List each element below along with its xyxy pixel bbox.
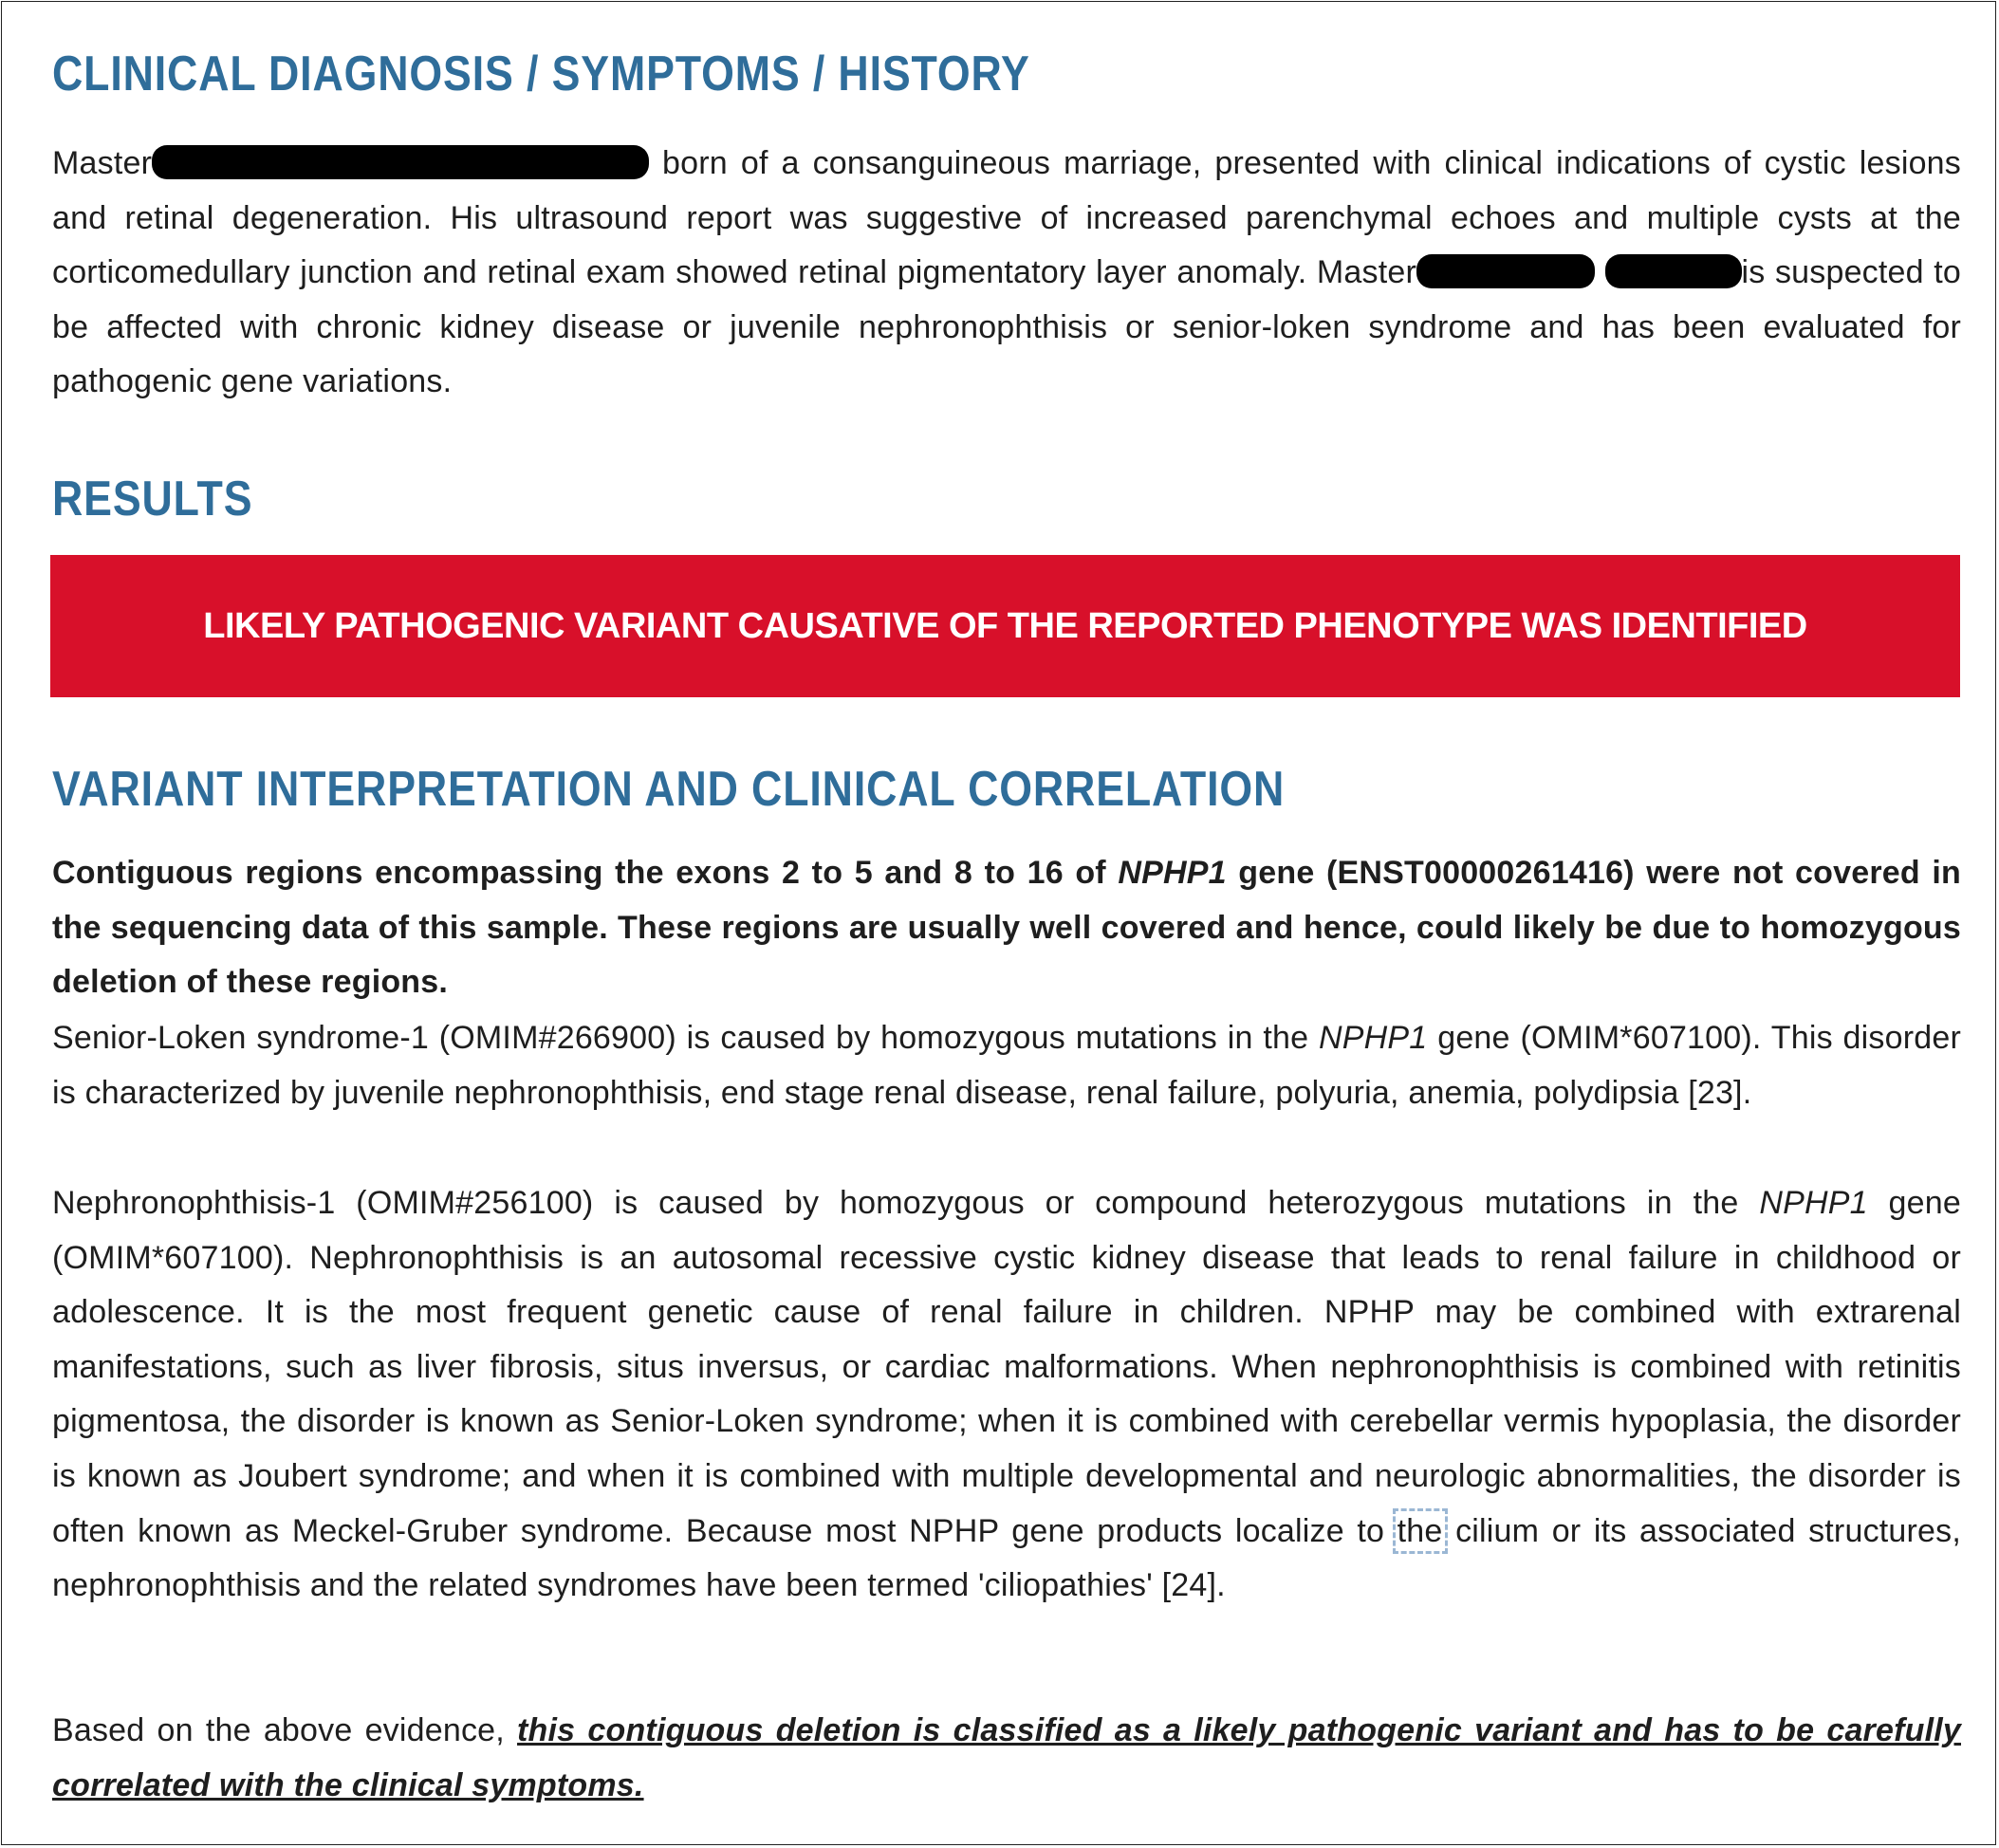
- gene-name: NPHP1: [1319, 1020, 1428, 1056]
- clinical-text-body: born of a consanguineous marriage, presented with clinical indications of cystic lesions and retinal degeneration. His ultrasound report was suggestive of increased parenchymal echoes and multiple cysts at the corticomedullary junction and retinal exam showed retinal pigmentatory layer anomaly. Master: [52, 145, 1961, 291]
- conclusion-text: Based on the above evidence,: [52, 1712, 518, 1748]
- results-banner-text: LIKELY PATHOGENIC VARIANT CAUSATIVE OF THE REPORTED PHENOTYPE WAS IDENTIFIED: [203, 605, 1807, 646]
- highlighted-word: the: [1397, 1512, 1443, 1549]
- report-page: [1, 1, 1996, 1845]
- coverage-text-2: gene (ENST00000261416) were not covered in the sequencing data of this sample. These regions are usually well covered and hence, could likely be due to homozygous deletion of these regions.: [52, 855, 1962, 1001]
- conclusion-emphasis: this contiguous deletion is classified as a likely pathogenic variant and has to be carefully correlated with the clinical symptoms.: [52, 1712, 1961, 1803]
- nephro-text-2: gene (OMIM*607100). Nephronophthisis is an autosomal recessive cystic kidney disease that leads to renal failure in childhood or adolescence. It is the most frequent genetic cause of renal failure in children. NPHP may be combined with extrarenal manifestations, such as liver fibrosis, situs inversus, or cardiac malformations. When nephronophthisis is combined with retinitis pigmentosa, the disorder is known as Senior-Loken syndrome; when it is combined with cerebellar vermis hypoplasia, the disorder is known as Joubert syndrome; and when it is combined with multiple developmental and neurologic abnormalities, the disorder is often known as Meckel-Gruber syndrome. Because most NPHP gene products localize to: [52, 1185, 1961, 1549]
- redaction-bar: [1416, 254, 1595, 288]
- gene-name: NPHP1: [1759, 1185, 1868, 1221]
- nephro-text-3: cilium or its associated structures, nephronophthisis and the related syndromes have been termed 'ciliopathies' [24].: [52, 1512, 1961, 1604]
- nephro-text-1: Nephronophthisis-1 (OMIM#256100) is caused by homozygous or compound heterozygous mutations in the: [52, 1185, 1760, 1221]
- clinical-text-tail: is suspected to be affected with chronic kidney disease or juvenile nephronophthisis or senior-loken syndrome and has been evaluated for pathogenic gene variations.: [52, 254, 1962, 400]
- variant-interpretation-heading: VARIANT INTERPRETATION AND CLINICAL CORRELATION: [52, 762, 1286, 817]
- redaction-bar: [152, 145, 649, 179]
- coverage-paragraph: [52, 846, 1961, 1010]
- results-banner: [50, 555, 1960, 697]
- senior-text-1: Senior-Loken syndrome-1 (OMIM#266900) is caused by homozygous mutations in the: [52, 1020, 1320, 1056]
- clinical-history-heading: CLINICAL DIAGNOSIS / SYMPTOMS / HISTORY: [52, 46, 1030, 102]
- senior-text-2: gene (OMIM*607100). This disorder is characterized by juvenile nephronophthisis, end stage renal disease, renal failure, polyuria, anemia, polydipsia [23].: [52, 1020, 1961, 1111]
- clinical-text-master: Master: [52, 145, 153, 181]
- results-heading: RESULTS: [52, 471, 253, 527]
- gene-name: NPHP1: [1118, 855, 1227, 891]
- conclusion-paragraph: [52, 1704, 1961, 1813]
- senior-loken-paragraph: [52, 1011, 1961, 1120]
- nephronophthisis-paragraph: [52, 1176, 1961, 1614]
- coverage-text-1: Contiguous regions encompassing the exons 2 to 5 and 8 to 16 of: [52, 855, 1119, 891]
- redaction-bar: [1605, 254, 1742, 288]
- clinical-history-paragraph: [52, 137, 1961, 410]
